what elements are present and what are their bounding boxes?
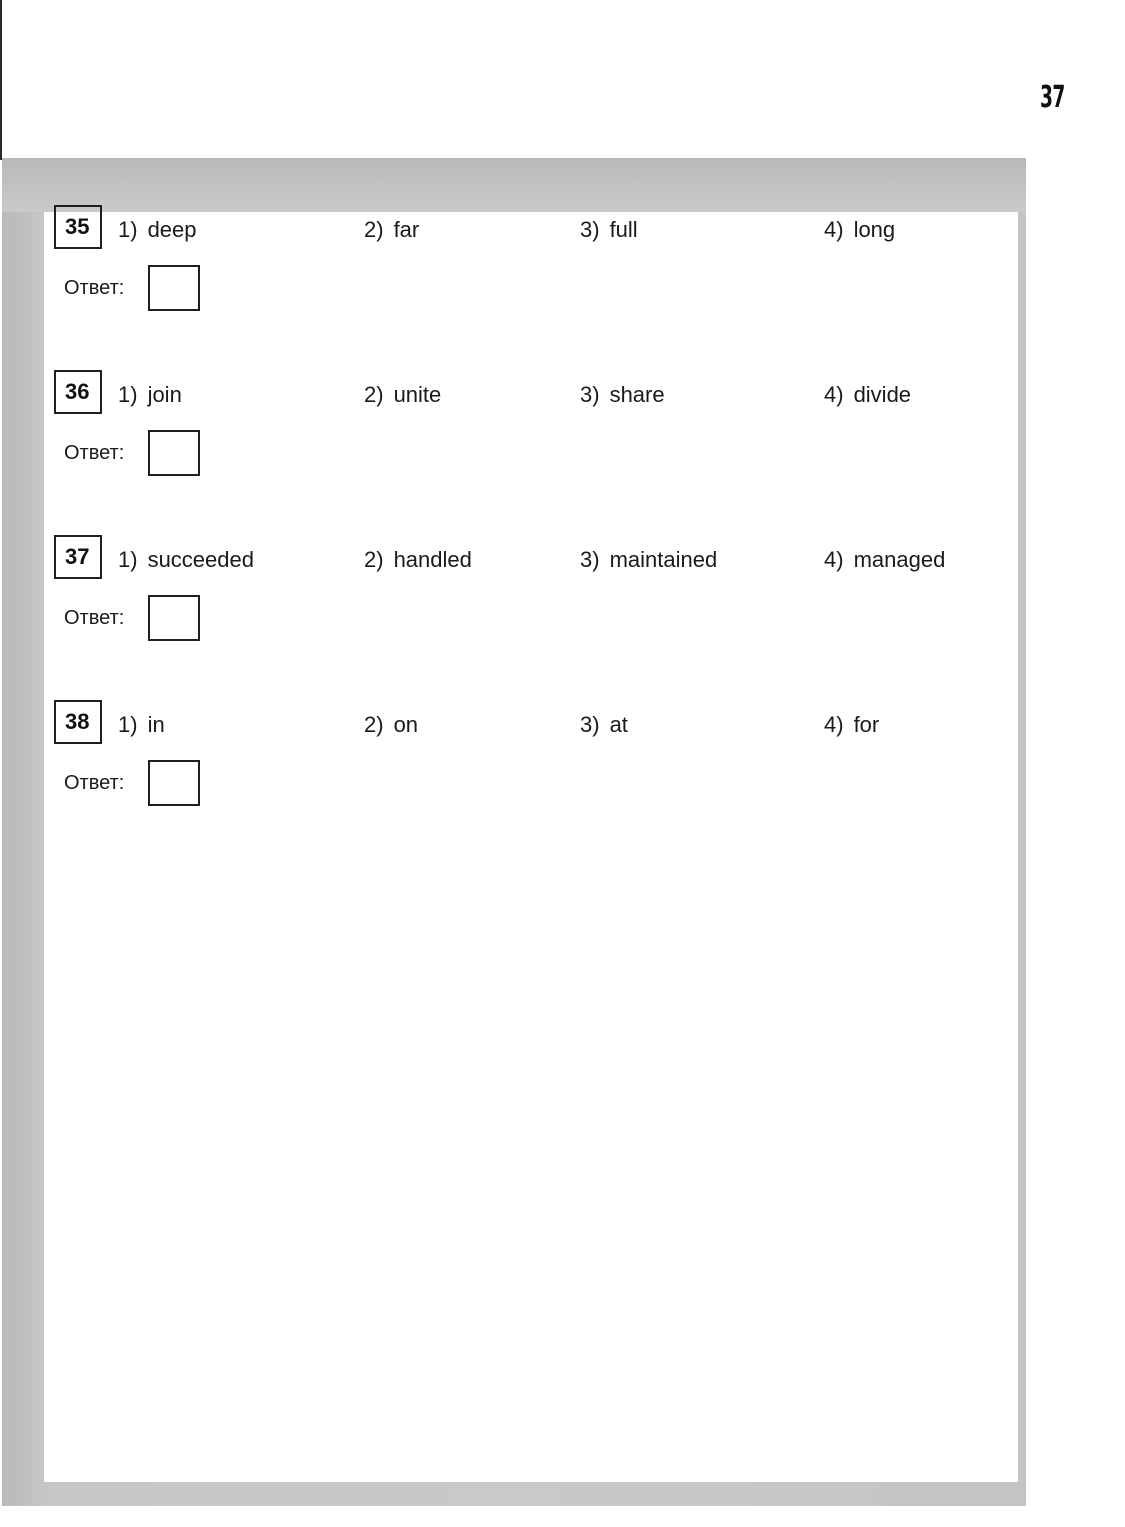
option-2 (364, 382, 441, 408)
option-1 (118, 547, 254, 573)
exercise-frame (2, 158, 1026, 1506)
option-4 (824, 712, 879, 738)
option-3 (580, 382, 665, 408)
option-number: 1) (118, 547, 138, 572)
option-text: in (147, 712, 165, 737)
option-number: 2) (364, 217, 384, 242)
option-text: handled (393, 547, 472, 572)
option-number: 4) (824, 547, 844, 572)
option-text: divide (853, 382, 912, 407)
question-36 (44, 370, 1018, 490)
option-number: 1) (118, 712, 138, 737)
answer-box-38[interactable] (148, 760, 200, 806)
frame-header-band (2, 158, 1026, 212)
option-number: 1) (118, 382, 138, 407)
exercise-panel (44, 212, 1018, 1482)
option-text: for (853, 712, 880, 737)
option-text: join (147, 382, 182, 407)
option-1 (118, 382, 182, 408)
page-edge-line (0, 0, 2, 160)
question-number: 38 (54, 700, 102, 744)
option-2 (364, 547, 472, 573)
question-37 (44, 535, 1018, 655)
option-3 (580, 547, 717, 573)
option-text: long (853, 217, 896, 242)
option-number: 4) (824, 217, 844, 242)
option-number: 2) (364, 382, 384, 407)
answer-box-35[interactable] (148, 265, 200, 311)
question-number: 35 (54, 205, 102, 249)
answer-label: Ответ: (64, 277, 125, 299)
option-number: 3) (580, 547, 600, 572)
option-number: 1) (118, 217, 138, 242)
question-38 (44, 700, 1018, 820)
question-number: 36 (54, 370, 102, 414)
answer-box-36[interactable] (148, 430, 200, 476)
option-text: at (609, 712, 628, 737)
option-text: unite (393, 382, 442, 407)
option-1 (118, 217, 197, 243)
option-number: 3) (580, 217, 600, 242)
question-35 (44, 205, 1018, 325)
option-text: managed (853, 547, 946, 572)
option-text: deep (147, 217, 197, 242)
option-text: full (609, 217, 638, 242)
option-number: 2) (364, 547, 384, 572)
option-2 (364, 217, 419, 243)
option-3 (580, 712, 628, 738)
option-number: 3) (580, 712, 600, 737)
answer-box-37[interactable] (148, 595, 200, 641)
option-text: share (609, 382, 665, 407)
option-3 (580, 217, 638, 243)
option-2 (364, 712, 418, 738)
question-number: 37 (54, 535, 102, 579)
answer-label: Ответ: (64, 772, 125, 794)
option-text: maintained (609, 547, 718, 572)
page-number: 37 (1040, 80, 1065, 115)
option-1 (118, 712, 165, 738)
option-text: on (393, 712, 419, 737)
option-number: 3) (580, 382, 600, 407)
option-text: succeeded (147, 547, 254, 572)
option-number: 4) (824, 712, 844, 737)
option-4 (824, 547, 945, 573)
option-text: far (393, 217, 420, 242)
option-number: 2) (364, 712, 384, 737)
option-4 (824, 217, 895, 243)
answer-label: Ответ: (64, 442, 125, 464)
option-number: 4) (824, 382, 844, 407)
option-4 (824, 382, 911, 408)
answer-label: Ответ: (64, 607, 125, 629)
